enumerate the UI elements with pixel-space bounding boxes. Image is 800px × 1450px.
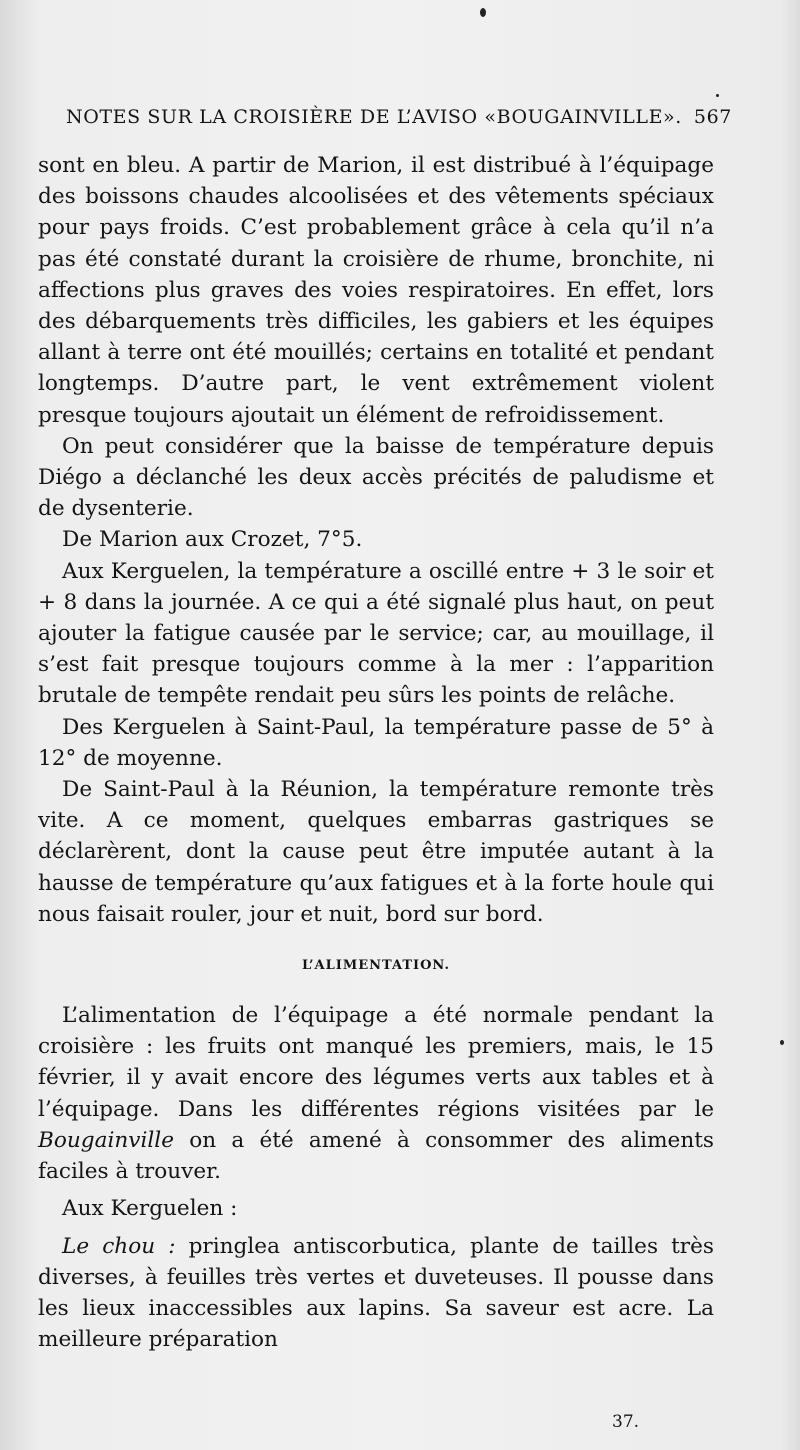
page-number: 567 <box>693 106 732 128</box>
paragraph: De Saint-Paul à la Réunion, la température remonte très vite. A ce moment, quelques embarras gastriques se déclarèrent, dont la cause peut être imputée autant à la hausse de température qu’aux fatigues et à la forte houle qui nous faisait rouler, jour et nuit, bord sur bord. <box>38 777 714 927</box>
paragraph: sont en bleu. A partir de Marion, il est distribué à l’équipage des boissons chaudes alcoolisées et des vêtements spéciaux pour pays froids. C’est probablement grâce à cela qu’il n’a pas été constaté durant la croisière de rhume, bronchite, ni affections plus graves des voies respiratoires. En effet, lors des débarquements très difficiles, les gabiers et les équipes allant à terre ont été mouillés; certains en totalité et pendant longtemps. D’autre part, le vent extrêmement violent presque toujours ajoutait un élément de refroidissement. <box>38 153 714 428</box>
paragraph: On peut considérer que la baisse de température depuis Diégo a déclanché les deux accès précités de paludisme et de dysenterie. <box>38 433 714 522</box>
signature-mark: 37. <box>612 1412 640 1432</box>
paragraph-text: on a été amené à consommer des aliments faciles à trouver. <box>38 1127 714 1185</box>
paragraph: Aux Kerguelen : <box>62 1196 238 1222</box>
paragraph: Aux Kerguelen, la température a oscillé entre + 3 le soir et + 8 dans la journée. A ce qui a été signalé plus haut, on peut ajouter la fatigue causée par le service; car, au mouillage, il s’est fait presque toujours comme à la mer : l’apparition brutale de tempête rendait peu sûrs les points de relâche. <box>38 558 714 709</box>
ink-speck <box>480 8 486 17</box>
paragraph: De Marion aux Crozet, 7°5. <box>62 527 363 553</box>
body-text <box>38 150 714 1355</box>
section-heading: L’ALIMENTATION. <box>301 958 451 974</box>
term-label: Le chou : <box>62 1233 176 1259</box>
paragraph-text: pringlea antiscorbutica, plante de tailles très diverses, à feuilles très vertes et duveteuses. Il pousse dans les lieux inaccessibles aux lapins. Sa saveur est acre. La meilleure préparation <box>38 1233 714 1353</box>
running-head <box>66 106 732 128</box>
paragraph <box>38 1000 714 1187</box>
ship-name: Bougainville <box>38 1127 174 1153</box>
paragraph <box>38 1231 714 1356</box>
paragraph: Des Kerguelen à Saint-Paul, la température passe de 5° à 12° de moyenne. <box>38 714 714 771</box>
running-title: NOTES SUR LA CROISIÈRE DE L’AVISO «BOUGAINVILLE». <box>66 106 682 128</box>
ink-speck <box>716 94 719 97</box>
ink-speck <box>780 1040 784 1045</box>
paragraph-text: L’alimentation de l’équipage a été normale pendant la croisière : les fruits ont manqué les premiers, mais, le 15 février, il y avait encore des légumes verts aux tables et à l’équipage. Dans les différentes régions visitées par le <box>38 1003 714 1122</box>
